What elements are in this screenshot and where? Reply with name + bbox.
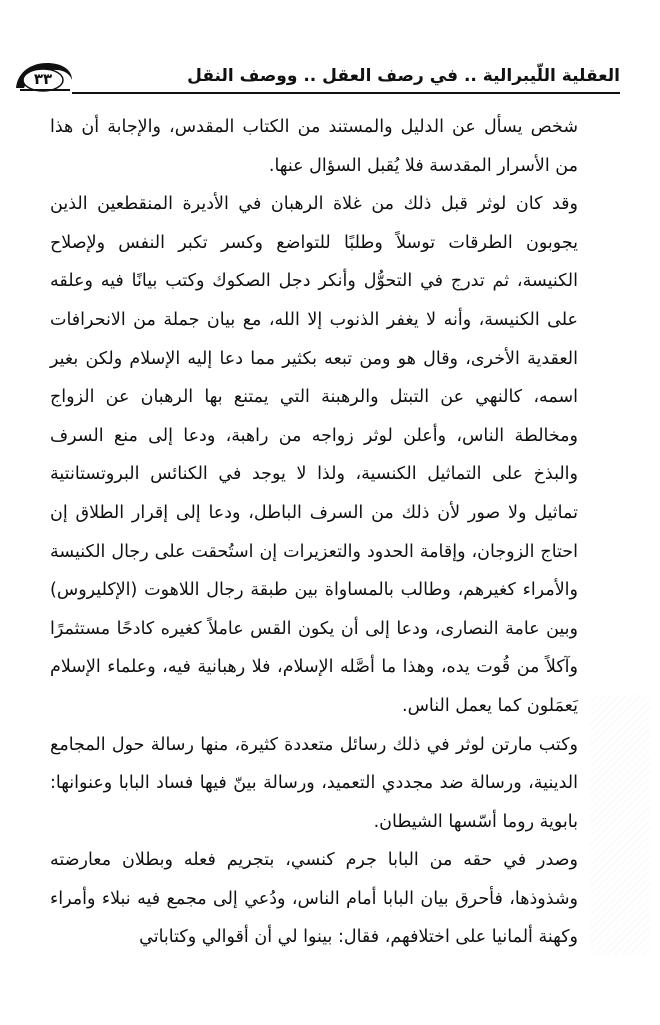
paragraph: وكتب مارتن لوثر في ذلك رسائل متعددة كثيرة، منها رسالة حول المجامع الدينية، ورسالة ضد مجددي التعميد، ورسالة بينّ فيها فساد البابا وعنوانها: بابوية روما أسّسها الشيطان. xyxy=(50,734,578,832)
page-number-badge xyxy=(12,58,74,96)
paper-texture xyxy=(590,695,650,955)
paragraph: وصدر في حقه من البابا جرم كنسي، بتجريم فعله وبطلان معارضته وشذوذها، فأحرق بيان البابا أمام الناس، ودُعي إلى مجمع فيه نبلاء وأمراء وكهنة ألمانيا على اختلافهم، فقال: بينوا لي أن أقوالي وكتاباتي xyxy=(50,850,578,948)
page-number: ٣٣ xyxy=(33,70,53,88)
header-title: العقلية اللّيبرالية .. في رصف العقل .. ووصف النقل xyxy=(187,66,620,86)
paragraph: شخص يسأل عن الدليل والمستند من الكتاب المقدس، والإجابة أن هذا من الأسرار المقدسة فلا يُقبل السؤال عنها. xyxy=(50,117,578,176)
paragraph: وقد كان لوثر قبل ذلك من غلاة الرهبان في الأديرة المنقطعين الذين يجوبون الطرقات توسلاً وطلبًا للتواضع وكسر تكبر النفس ولإصلاح الكنيسة، ثم تدرج في التحوُّل وأنكر دجل الصكوك وكتب بيانًا فيه وعلقه على الكنيسة، وأنه لا يغفر الذنوب إلا الله، مع بيان جملة من الانحرافات العقدية الأخرى، وقال هو ومن تبعه بكثير مما دعا إليه الإسلام ولكن بغير اسمه، كالنهي عن التبتل والرهبنة التي يمتنع بها الرهبان عن الزواج ومخالطة الناس، وأعلن لوثر زواجه من راهبة، ودعا إلى منع السرف والبذخ على التماثيل الكنسية، ولذا لا يوجد في الكنائس البروتستانتية تماثيل ولا صور لأن ذلك من السرف الباطل، ودعا إلى إقرار الطلاق إن احتاج الزوجان، وإقامة الحدود والتعزيرات إن استُحقت على رجال الكنيسة والأمراء كغيرهم، وطالب بالمساواة بين طبقة رجال اللاهوت (الإكليروس) وبين عامة النصارى، ودعا إلى أن يكون القس عاملاً كغيره كادحًا مستثمرًا وآكلاً من قُوت يده، وهذا ما أصَّله الإسلام، فلا رهبانية فيه، وعلماء الإسلام يَعمَلون كما يعمل الناس. xyxy=(50,194,578,716)
body-text xyxy=(50,108,578,957)
running-header xyxy=(12,58,620,98)
header-rule xyxy=(72,92,620,94)
